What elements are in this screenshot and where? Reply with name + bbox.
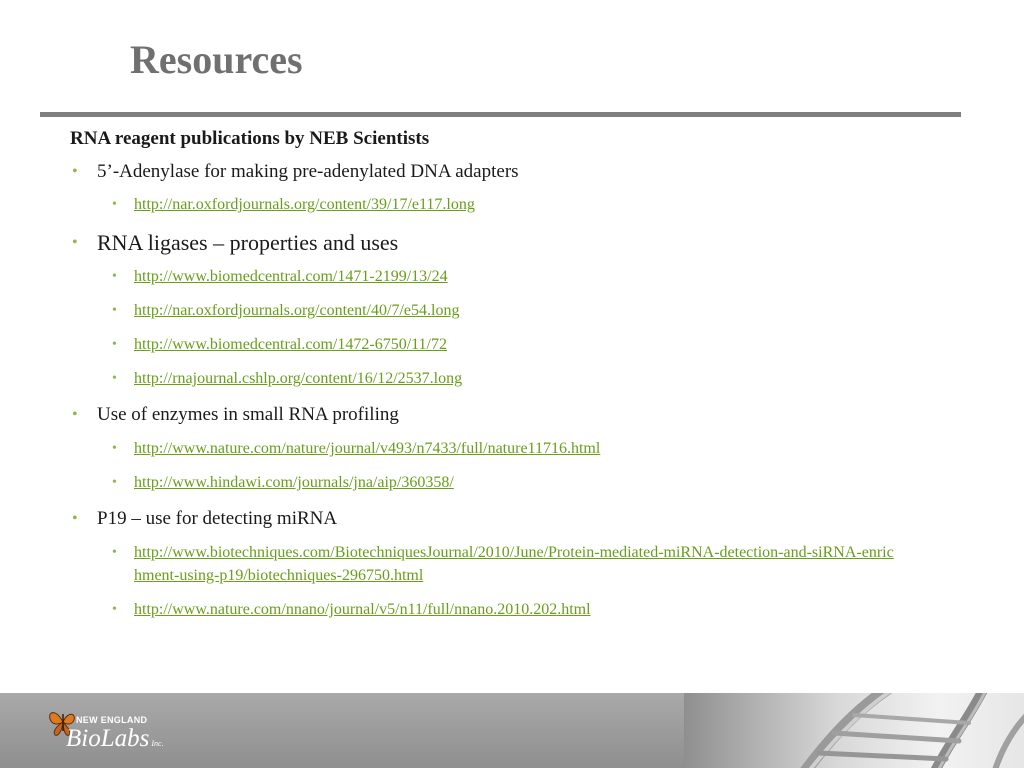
link-item [70, 265, 950, 288]
topic-item [70, 403, 950, 494]
topic-list [70, 160, 950, 621]
dna-helix-image [684, 693, 1024, 768]
topic-label: RNA ligases – properties and uses [97, 230, 399, 255]
topic-label: P19 – use for detecting miRNA [97, 508, 338, 529]
link-item [70, 471, 950, 494]
sub-bullet-icon: • [112, 269, 117, 284]
bullet-icon: • [72, 406, 78, 423]
link-list [97, 193, 950, 216]
topic-item [70, 160, 950, 216]
sub-bullet-icon: • [112, 602, 117, 617]
bullet-icon: • [72, 234, 78, 251]
link-list [97, 437, 950, 494]
bullet-icon: • [72, 163, 78, 180]
topic-label: Use of enzymes in small RNA profiling [97, 404, 399, 425]
publication-link[interactable]: http://www.hindawi.com/journals/jna/aip/360358/ [134, 474, 454, 491]
publication-link[interactable]: http://www.biotechniques.com/BiotechniquesJournal/2010/June/Protein-mediated-miRNA-detection-and-siRNA-enrichment-using-p19/biotechniques-296750.html [134, 544, 894, 584]
link-list [97, 265, 950, 390]
publication-link[interactable]: http://nar.oxfordjournals.org/content/40/7/e54.long [134, 302, 460, 319]
sub-bullet-icon: • [112, 303, 117, 318]
link-item [70, 193, 950, 216]
publication-link[interactable]: http://www.biomedcentral.com/1472-6750/11/72 [134, 336, 447, 353]
section-subheading: RNA reagent publications by NEB Scientists [70, 128, 430, 149]
publication-link[interactable]: http://www.biomedcentral.com/1471-2199/13/24 [134, 268, 448, 285]
publication-link[interactable]: http://www.nature.com/nature/journal/v493/n7433/full/nature11716.html [134, 440, 601, 457]
footer-bar [0, 693, 1024, 768]
sub-bullet-icon: • [112, 371, 117, 386]
sub-bullet-icon: • [112, 545, 117, 560]
dna-helix-graphic [684, 693, 1024, 768]
slide-body [70, 124, 950, 621]
logo-name-text [66, 725, 164, 753]
neb-logo[interactable] [46, 705, 186, 761]
link-item [70, 367, 950, 390]
link-item [70, 333, 950, 356]
topic-item [70, 507, 950, 621]
publication-link[interactable]: http://nar.oxfordjournals.org/content/39/17/e117.long [134, 196, 475, 213]
logo-wordmark: BioLabs [66, 725, 150, 752]
link-list [97, 541, 950, 621]
slide-title: Resources [130, 37, 303, 82]
publication-link[interactable]: http://rnajournal.cshlp.org/content/16/12/2537.long [134, 370, 463, 387]
sub-bullet-icon: • [112, 475, 117, 490]
sub-bullet-icon: • [112, 441, 117, 456]
logo-top-text: NEW ENGLAND [76, 715, 148, 725]
link-item [70, 437, 950, 460]
publication-link[interactable]: http://www.nature.com/nnano/journal/v5/n11/full/nnano.2010.202.html [134, 601, 591, 618]
logo-suffix: Inc. [151, 739, 164, 748]
title-divider [40, 112, 961, 117]
topic-item [70, 229, 950, 390]
sub-bullet-icon: • [112, 337, 117, 352]
link-item [70, 299, 950, 322]
link-item [70, 598, 950, 621]
bullet-icon: • [72, 510, 78, 527]
link-item [70, 541, 950, 587]
sub-bullet-icon: • [112, 197, 117, 212]
topic-label: 5’-Adenylase for making pre-adenylated DNA adapters [97, 161, 519, 182]
